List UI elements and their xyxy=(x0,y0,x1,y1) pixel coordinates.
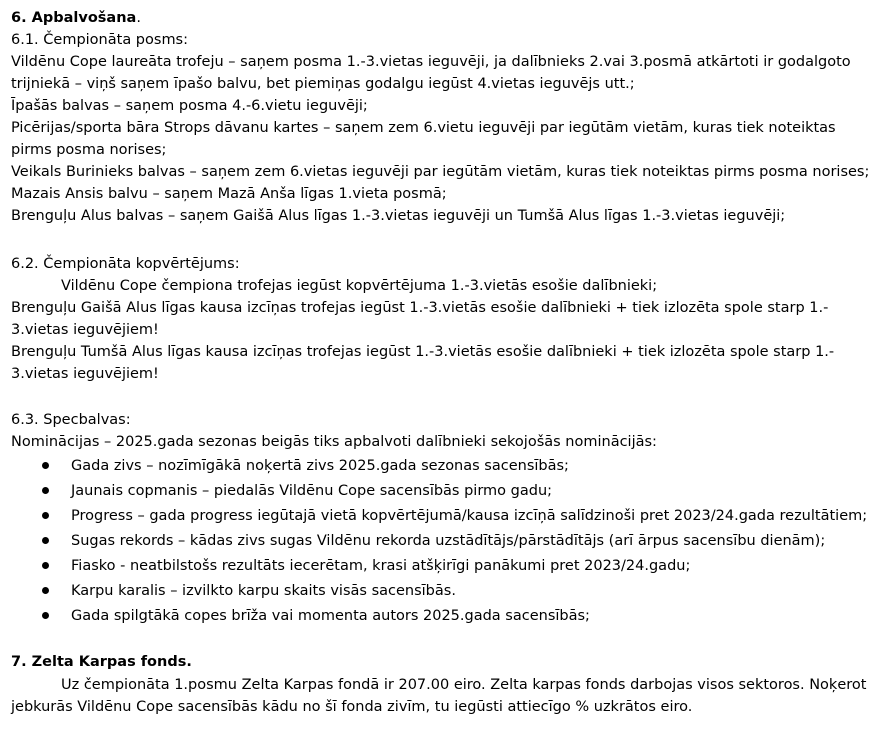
paragraph-line: Īpašās balvas – saņem posma 4.-6.vietu ieguvēji; xyxy=(11,98,368,114)
subsection-6-3-title: 6.3. Specbalvas: xyxy=(11,412,131,428)
list-item: Gada spilgtākā copes brīža vai momenta autors 2025.gada sacensībās; xyxy=(71,608,590,624)
bullet-dot xyxy=(42,487,49,494)
paragraph-line: Brenguļu Gaišā Alus līgas kausa izcīņas trofejas iegūst 1.-3.vietās esošie dalībnieki + tiek izlozēta spole starp 1.- xyxy=(11,300,829,316)
list-item: Jaunais copmanis – piedalās Vildēnu Cope sacensībās pirmo gadu; xyxy=(71,483,553,499)
paragraph-line: 3.vietas ieguvējiem! xyxy=(11,366,159,382)
paragraph-line: Brenguļu Alus balvas – saņem Gaišā Alus līgas 1.-3.vietas ieguvēji un Tumšā Alus līgas 1.-3.vietas ieguvēji; xyxy=(11,208,786,224)
list-item: Gada zivs – nozīmīgākā noķertā zivs 2025.gada sezonas sacensībās; xyxy=(71,458,569,474)
paragraph-line: pirms posma norises; xyxy=(11,142,167,158)
list-item: Fiasko - neatbilstošs rezultāts iecerētam, krasi atšķirīgi panākumi pret 2023/24.gadu; xyxy=(71,558,691,574)
paragraph-line: Veikals Burinieks balvas – saņem zem 6.vietas ieguvēji par iegūtām vietām, kuras tiek noteiktas pirms posma norises; xyxy=(11,164,870,180)
paragraph-line: jebkurās Vildēnu Cope sacensībās kādu no šī fonda zivīm, tu iegūsti attiecīgo % uzkrātos eiro. xyxy=(11,699,693,715)
paragraph-line: trijniekā – viņš saņem īpašo balvu, bet piemiņas godalgu iegūst 4.vietas ieguvējs utt.; xyxy=(11,76,635,92)
subsection-6-1-title: 6.1. Čempionāta posms: xyxy=(11,32,189,48)
bullet-dot xyxy=(42,512,49,519)
bullet-dot xyxy=(42,612,49,619)
paragraph-line: Vildēnu Cope čempiona trofejas iegūst kopvērtējuma 1.-3.vietās esošie dalībnieki; xyxy=(61,278,658,294)
section-6-heading-text: 6. Apbalvošana xyxy=(11,10,137,26)
list-item: Sugas rekords – kādas zivs sugas Vildēnu rekorda uzstādītājs/pārstādītājs (arī ārpus sacensību dienām); xyxy=(71,533,826,549)
bullet-dot xyxy=(42,462,49,469)
paragraph-line: Picērijas/sporta bāra Strops dāvanu kartes – saņem zem 6.vietu ieguvēji par iegūtām vietām, kuras tiek noteiktas xyxy=(11,120,836,136)
paragraph-line: Uz čempionāta 1.posmu Zelta Karpas fondā ir 207.00 eiro. Zelta karpas fonds darbojas visos sektoros. Noķerot xyxy=(61,677,867,693)
subsection-6-2-title: 6.2. Čempionāta kopvērtējums: xyxy=(11,256,240,272)
section-6-heading-dot: . xyxy=(136,10,141,26)
list-item: Progress – gada progress iegūtajā vietā kopvērtējumā/kausa izcīņā salīdzinoši pret 2023/24.gada rezultātiem; xyxy=(71,508,868,524)
section-6-heading xyxy=(11,7,889,29)
paragraph-line: Mazais Ansis balvu – saņem Mazā Anša līgas 1.vieta posmā; xyxy=(11,186,447,202)
section-7-heading: 7. Zelta Karpas fonds. xyxy=(11,654,192,670)
bullet-dot xyxy=(42,537,49,544)
bullet-dot xyxy=(42,562,49,569)
bullet-dot xyxy=(42,587,49,594)
list-item: Karpu karalis – izvilkto karpu skaits visās sacensībās. xyxy=(71,583,456,599)
paragraph-line: Vildēnu Cope laureāta trofeju – saņem posma 1.-3.vietas ieguvēji, ja dalībnieks 2.vai 3.posmā atkārtoti ir godalgoto xyxy=(11,54,851,70)
paragraph-line: 3.vietas ieguvējiem! xyxy=(11,322,159,338)
paragraph-line: Brenguļu Tumšā Alus līgas kausa izcīņas trofejas iegūst 1.-3.vietās esošie dalībnieki + tiek izlozēta spole starp 1.- xyxy=(11,344,835,360)
nominations-intro: Nominācijas – 2025.gada sezonas beigās tiks apbalvoti dalībnieki sekojošās nominācijās: xyxy=(11,434,657,450)
